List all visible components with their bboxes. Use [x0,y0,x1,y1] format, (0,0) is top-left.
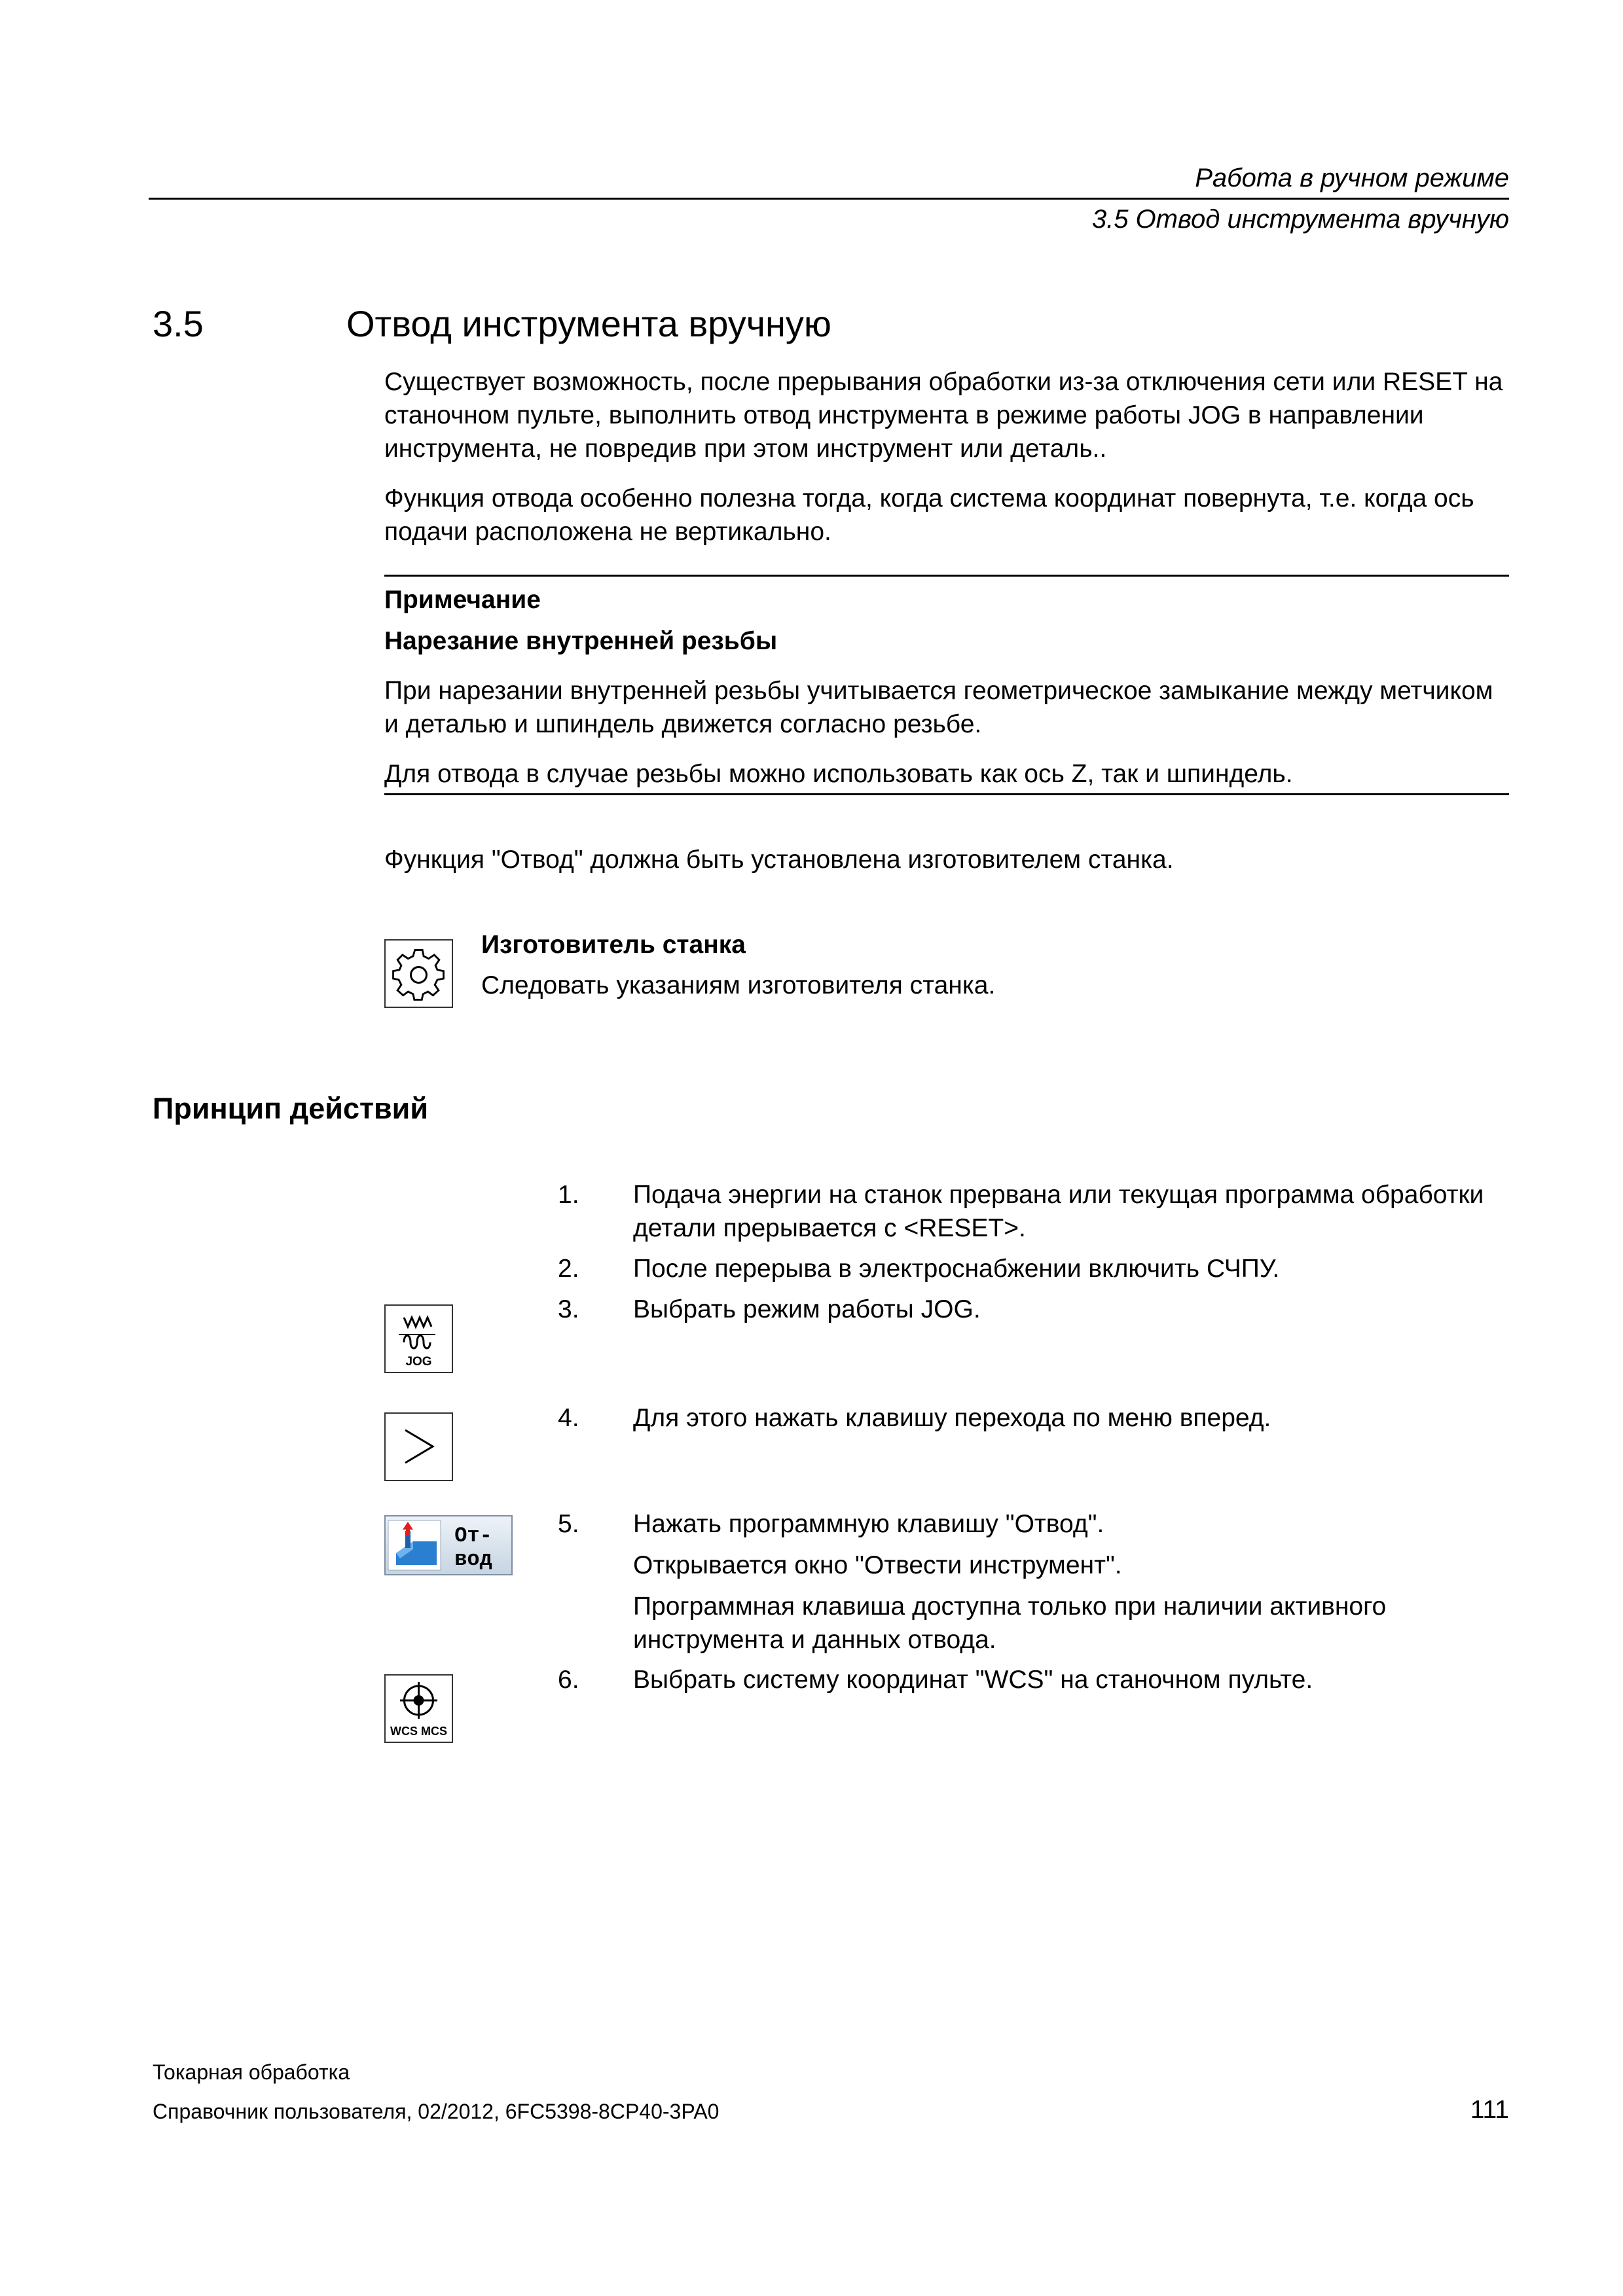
jog-label: JOG [405,1355,432,1369]
note-paragraph: При нарезании внутренней резьбы учитывается геометрическое замыкание между метчиком и деталью и шпиндель движется согласно резьбе. [384,677,1493,738]
manufacturer-text: Следовать указаниям изготовителя станка. [481,971,996,999]
running-header-section: 3.5 Отвод инструмента вручную [1091,205,1509,234]
step-number: 5. [558,1510,579,1538]
step-text: Выбрать систему координат "WCS" на станочном пульте. [633,1666,1313,1694]
jog-key-icon [384,1304,453,1373]
wcs-label: WCS MCS [390,1725,447,1738]
section-number: 3.5 [153,303,204,344]
step-text [633,1507,1510,1657]
principle-heading: Принцип действий [153,1092,428,1125]
menu-forward-key-icon [384,1412,453,1481]
step-number: 1. [558,1181,579,1209]
note-bottom-rule [384,793,1509,795]
running-header-chapter: Работа в ручном режиме [1195,164,1509,192]
step-line: Программная клавиша доступна только при наличии активного инструмента и данных отвода. [633,1592,1387,1654]
gear-icon [384,939,453,1008]
note-label: Примечание [384,586,541,614]
step-text: Для этого нажать клавишу перехода по меню вперед. [633,1404,1271,1432]
softkey-label-line2: вод [454,1547,492,1571]
page-number: 111 [1470,2096,1509,2124]
note-top-rule [384,575,1509,577]
intro-text [384,365,1510,565]
step-number: 2. [558,1255,579,1283]
wcs-mcs-key-icon [384,1674,453,1743]
softkey-label-line1: От- [454,1524,492,1548]
note-paragraph: Для отвода в случае резьбы можно использовать как ось Z, так и шпиндель. [384,760,1293,788]
intro-paragraph: Существует возможность, после прерывания обработки из-за отключения сети или RESET на станочном пульте, выполнить отвод инструмента в режиме работы JOG в направлении инструмента, не повредив при этом инструмент или деталь.. [384,368,1503,463]
note-title: Нарезание внутренней резьбы [384,627,778,655]
note-text [384,674,1510,807]
footer-reference: Справочник пользователя, 02/2012, 6FC5398-8CP40-3PA0 [153,2100,720,2123]
step-text: Выбрать режим работы JOG. [633,1295,981,1323]
header-rule [149,198,1509,200]
retract-softkey-icon [384,1515,513,1575]
manufacturer-title: Изготовитель станка [481,931,746,959]
step-line: Нажать программную клавишу "Отвод". [633,1510,1104,1538]
function-text: Функция "Отвод" должна быть установлена изготовителем станка. [384,846,1174,874]
intro-paragraph: Функция отвода особенно полезна тогда, когда система координат повернута, т.е. когда ось подачи расположена не вертикально. [384,484,1474,546]
step-number: 3. [558,1295,579,1323]
footer-title: Токарная обработка [153,2060,350,2084]
step-line: Открывается окно "Отвести инструмент". [633,1551,1122,1579]
step-number: 4. [558,1404,579,1432]
step-number: 6. [558,1666,579,1694]
step-text: После перерыва в электроснабжении включить СЧПУ. [633,1255,1280,1283]
section-title: Отвод инструмента вручную [346,303,831,344]
step-text: Подача энергии на станок прервана или текущая программа обработки детали прерывается с <RESET>. [633,1181,1484,1242]
